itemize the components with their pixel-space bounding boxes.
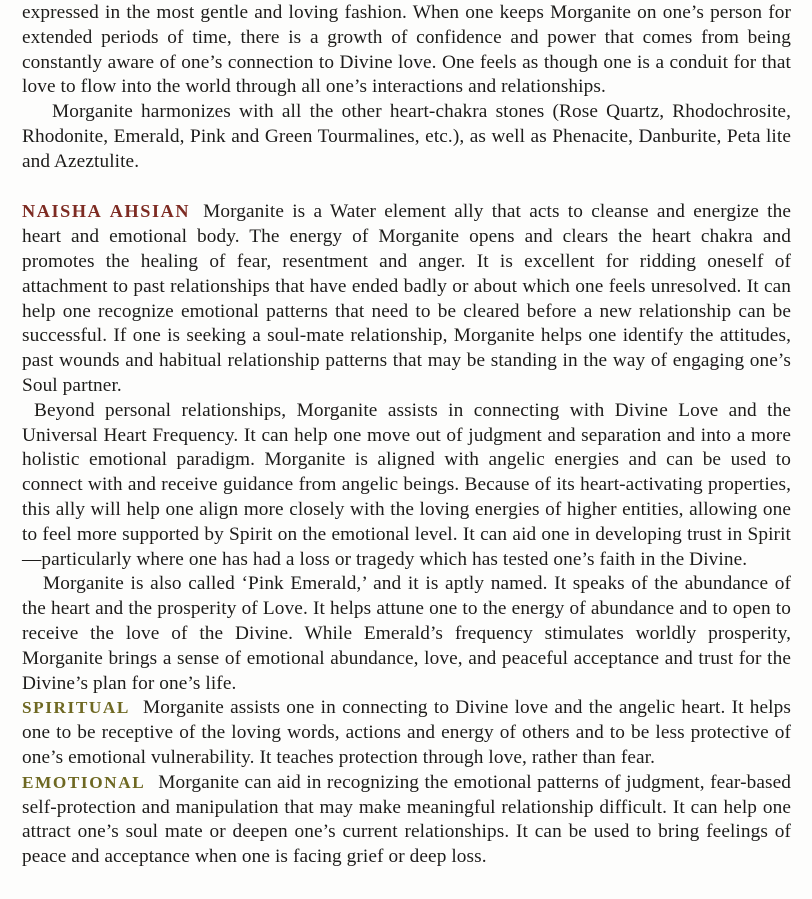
paragraph-harmonizes: Morganite harmonizes with all the other heart-chakra stones (Rose Quartz, Rhodochrosite, Rhodonite, Emerald, Pink and Green Tourmalines, etc.), as well as Phenacite, Danburite, Peta lite and Azeztulite. <box>22 101 791 172</box>
paragraph-spiritual <box>22 696 791 770</box>
section-label-emotional: EMOTIONAL <box>22 772 146 792</box>
paragraph-continuation: expressed in the most gentle and loving fashion. When one keeps Morganite on one’s person for extended periods of time, there is a growth of confidence and power that comes from being constantly aware of one’s connection to Divine love. One feels as though one is a conduit for that love to flow into the world through all one’s interactions and relationships. <box>22 2 791 98</box>
paragraph-naisha-ahsian-text: Morganite is a Water element ally that acts to cleanse and energize the heart and emotional body. The energy of Morganite opens and clears the heart chakra and promotes the healing of fear, resentment and anger. It is excellent for ridding oneself of attachment to past relationships that have ended badly or about which one feels unresolved. It can help one recognize emotional patterns that need to be cleared before a new relationship can be successful. If one is seeking a soul-mate relationship, Morganite helps one identify the attitudes, past wounds and habitual relationship patterns that may be standing in the way of engaging one’s Soul partner. <box>22 201 791 396</box>
paragraph-naisha-ahsian <box>22 199 791 398</box>
paragraph-emotional-text: Morganite can aid in recognizing the emotional patterns of judgment, fear-based self-protection and manipulation that may make meaningful relationship difficult. It can help one attract one’s soul mate or deepen one’s current relationships. It can be used to bring feelings of peace and acceptance when one is facing grief or deep loss. <box>22 771 791 868</box>
author-label-naisha-ahsian: NAISHA AHSIAN <box>22 201 191 222</box>
section-label-spiritual: SPIRITUAL <box>22 698 130 718</box>
paragraph-pink-emerald: Morganite is also called ‘Pink Emerald,’ and it is aptly named. It speaks of the abundance of the heart and the prosperity of Love. It helps attune one to the energy of abundance and to open to receive the love of the Divine. While Emerald’s frequency stimulates worldly prosperity, Morganite brings a sense of emotional abundance, love, and peaceful acceptance and trust for the Divine’s plan for one’s life. <box>22 573 791 694</box>
paragraph-spiritual-text: Morganite assists one in connecting to Divine love and the angelic heart. It helps one to be receptive of the loving words, actions and energy of others and to be less protective of one’s emotional vulnerability. It teaches protection through love, rather than fear. <box>22 697 791 768</box>
paragraph-emotional <box>22 771 791 870</box>
paragraph-beyond-relationships: Beyond personal relationships, Morganite assists in connecting with Divine Love and the Universal Heart Frequency. It can help one move out of judgment and separation and into a more holistic emotional paradigm. Morganite is aligned with angelic energies and can be used to connect with and receive guidance from angelic beings. Because of its heart-activating properties, this ally will help one align more closely with the loving energies of higher entities, allowing one to feel more supported by Spirit on the emotional level. It can aid one in developing trust in Spirit—particularly where one has had a loss or tragedy which has tested one’s faith in the Divine. <box>22 399 791 570</box>
